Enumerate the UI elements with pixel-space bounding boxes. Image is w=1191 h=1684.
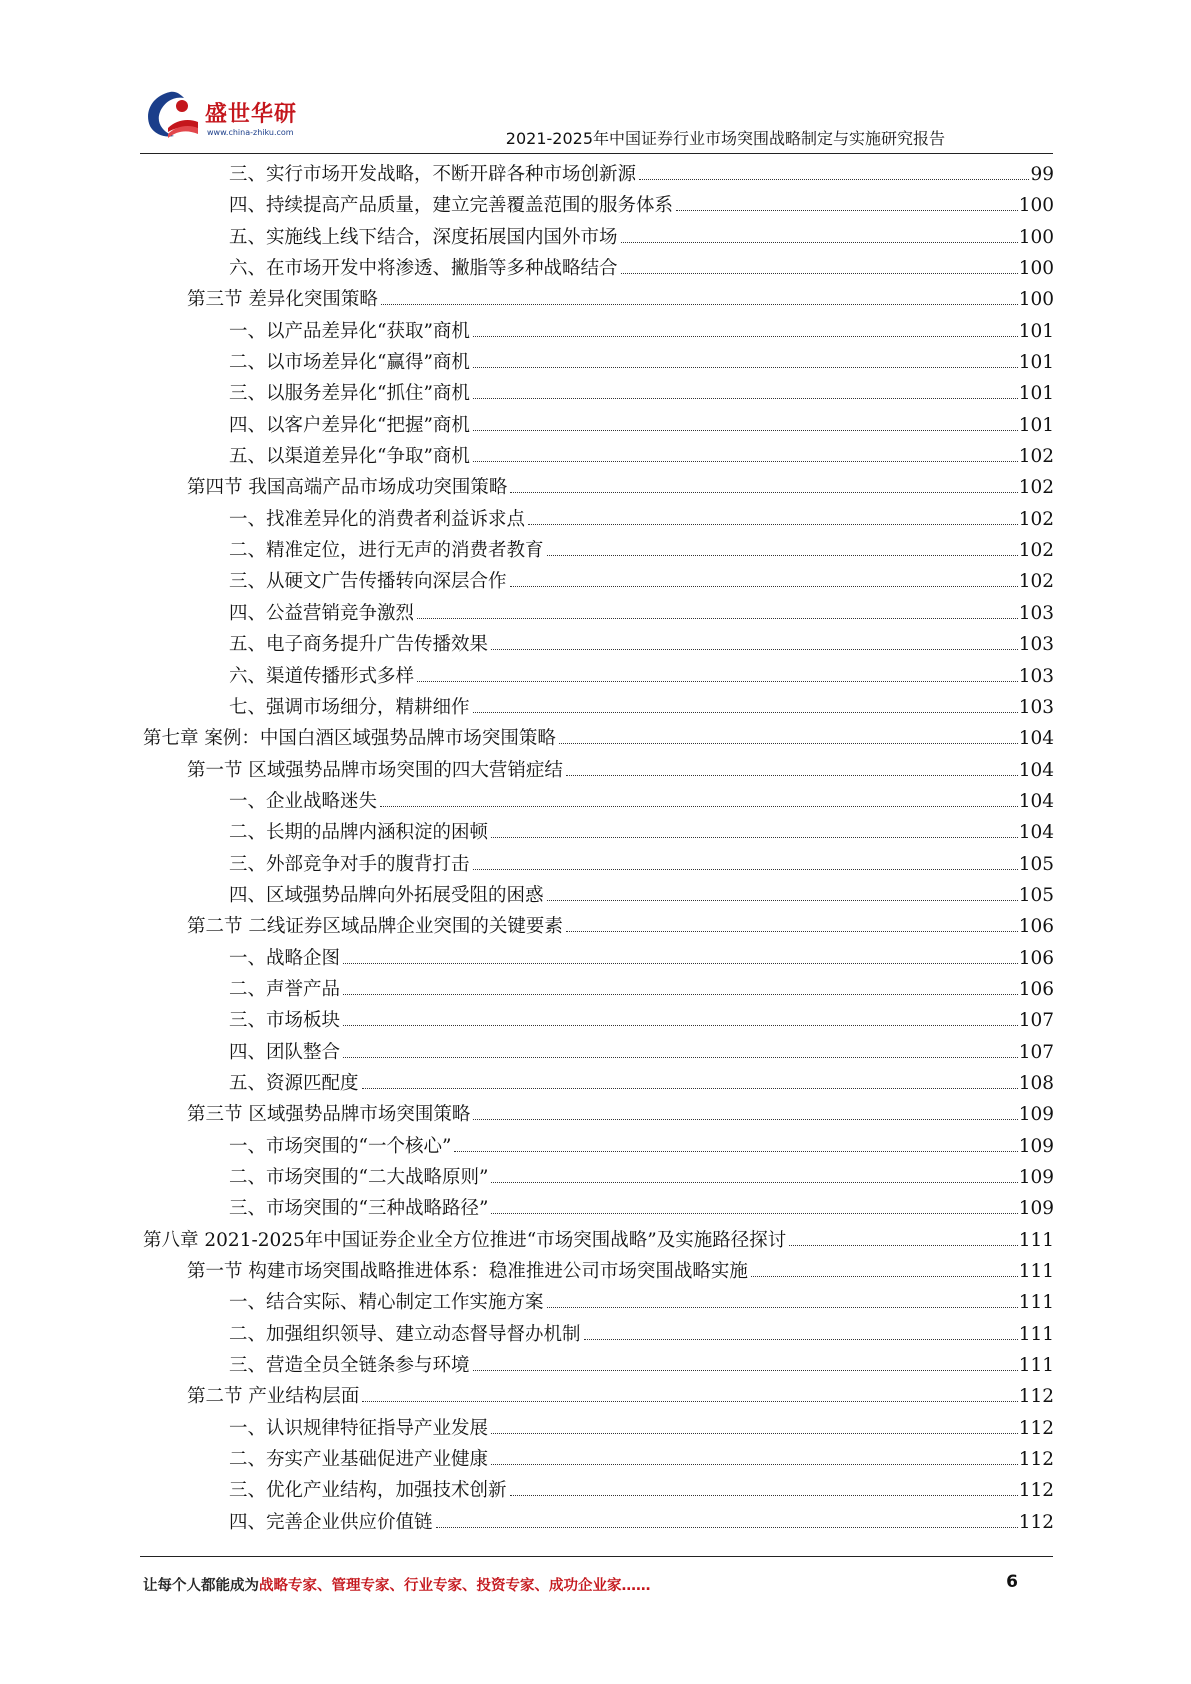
report-title: 2021-2025年中国证券行业市场突围战略制定与实施研究报告 xyxy=(505,129,945,148)
toc-entry[interactable] xyxy=(143,692,1054,723)
toc-entry[interactable] xyxy=(143,378,1054,409)
toc-dot-leader xyxy=(528,524,1018,525)
toc-dot-leader xyxy=(676,210,1018,211)
toc-entry-title: 三、以服务差异化“抓住”商机 xyxy=(229,383,470,405)
toc-entry[interactable] xyxy=(143,441,1054,472)
toc-entry-page: 109 xyxy=(1018,1135,1054,1157)
toc-dot-leader xyxy=(473,1119,1017,1120)
toc-dot-leader xyxy=(343,1057,1018,1058)
toc-dot-leader xyxy=(473,712,1018,713)
toc-dot-leader xyxy=(491,1464,1018,1465)
toc-entry[interactable] xyxy=(143,1381,1054,1412)
toc-entry[interactable] xyxy=(143,880,1054,911)
toc-entry-title: 四、以客户差异化“把握”商机 xyxy=(229,414,470,436)
toc-entry-title: 第二节 产业结构层面 xyxy=(187,1386,360,1408)
toc-entry-title: 三、从硬文广告传播转向深层合作 xyxy=(229,571,507,593)
toc-entry-title: 三、外部竞争对手的腹背打击 xyxy=(229,853,470,875)
toc-dot-leader xyxy=(436,1527,1018,1528)
toc-entry-title: 二、加强组织领导、建立动态督导督办机制 xyxy=(229,1323,581,1345)
toc-dot-leader xyxy=(510,1495,1018,1496)
toc-entry-title: 第七章 案例：中国白酒区域强势品牌市场突围策略 xyxy=(143,728,556,750)
toc-entry-title: 六、渠道传播形式多样 xyxy=(229,665,415,687)
toc-entry[interactable] xyxy=(143,629,1054,660)
toc-entry[interactable] xyxy=(143,1225,1054,1256)
toc-dot-leader xyxy=(621,273,1018,274)
toc-entry-title: 三、优化产业结构，加强技术创新 xyxy=(229,1480,507,1502)
toc-entry-title: 三、市场板块 xyxy=(229,1010,341,1032)
toc-dot-leader xyxy=(343,994,1018,995)
toc-entry-title: 第一节 构建市场突围战略推进体系：稳准推进公司市场突围战略实施 xyxy=(187,1261,748,1283)
toc-entry[interactable] xyxy=(143,1444,1054,1475)
toc-dot-leader xyxy=(621,242,1018,243)
toc-entry[interactable] xyxy=(143,1256,1054,1287)
toc-entry-page: 111 xyxy=(1018,1229,1054,1251)
toc-entry-title: 一、企业战略迷失 xyxy=(229,790,378,812)
toc-entry-title: 一、找准差异化的消费者利益诉求点 xyxy=(229,508,526,530)
toc-dot-leader xyxy=(491,1213,1017,1214)
toc-dot-leader xyxy=(380,806,1018,807)
toc-entry-page: 103 xyxy=(1018,634,1054,656)
toc-entry[interactable] xyxy=(143,347,1054,378)
toc-entry[interactable] xyxy=(143,911,1054,942)
toc-dot-leader xyxy=(559,743,1018,744)
toc-entry-title: 第四节 我国高端产品市场成功突围策略 xyxy=(187,477,508,499)
toc-entry-page: 100 xyxy=(1018,258,1054,280)
toc-entry-page: 105 xyxy=(1018,884,1054,906)
toc-entry-title: 一、市场突围的“一个核心” xyxy=(229,1135,452,1157)
toc-entry-page: 107 xyxy=(1018,1041,1054,1063)
toc-entry-page: 100 xyxy=(1018,195,1054,217)
toc-entry-title: 第二节 二线证券区域品牌企业突围的关键要素 xyxy=(187,916,563,938)
toc-entry[interactable] xyxy=(143,974,1054,1005)
toc-dot-leader xyxy=(381,304,1018,305)
logo-text: 盛世华研 xyxy=(205,102,298,127)
toc-entry[interactable] xyxy=(143,1287,1054,1318)
toc-entry-page: 102 xyxy=(1018,508,1054,530)
toc-entry-page: 101 xyxy=(1018,383,1054,405)
toc-entry[interactable] xyxy=(143,253,1054,284)
toc-entry-title: 一、战略企图 xyxy=(229,947,341,969)
toc-dot-leader xyxy=(454,1151,1017,1152)
header-divider xyxy=(140,153,1053,154)
toc-dot-leader xyxy=(566,931,1018,932)
toc-entry-page: 102 xyxy=(1018,571,1054,593)
toc-entry[interactable] xyxy=(143,943,1054,974)
toc-dot-leader xyxy=(473,461,1018,462)
toc-entry-title: 二、精准定位，进行无声的消费者教育 xyxy=(229,540,544,562)
toc-entry-page: 112 xyxy=(1018,1386,1054,1408)
toc-entry-title: 四、区域强势品牌向外拓展受阻的困惑 xyxy=(229,884,544,906)
toc-entry[interactable] xyxy=(143,817,1054,848)
toc-entry-title: 二、长期的品牌内涵积淀的困顿 xyxy=(229,822,489,844)
toc-entry-page: 104 xyxy=(1018,790,1054,812)
toc-dot-leader xyxy=(473,869,1018,870)
toc-entry-title: 五、电子商务提升广告传播效果 xyxy=(229,634,489,656)
toc-entry-title: 四、完善企业供应价值链 xyxy=(229,1511,433,1533)
toc-entry-title: 三、营造全员全链条参与环境 xyxy=(229,1355,470,1377)
toc-dot-leader xyxy=(473,336,1018,337)
toc-entry-page: 105 xyxy=(1018,853,1054,875)
toc-dot-leader xyxy=(473,1370,1018,1371)
toc-entry[interactable] xyxy=(143,410,1054,441)
toc-entry-title: 四、持续提高产品质量，建立完善覆盖范围的服务体系 xyxy=(229,195,674,217)
toc-entry-title: 第三节 区域强势品牌市场突围策略 xyxy=(187,1104,471,1126)
toc-entry[interactable] xyxy=(143,723,1054,754)
footer-slogan-highlight: 战略专家、管理专家、行业专家、投资专家、成功企业家…… xyxy=(259,1578,651,1594)
toc-entry[interactable] xyxy=(143,1162,1054,1193)
toc-entry-page: 103 xyxy=(1018,696,1054,718)
toc-entry[interactable] xyxy=(143,159,1054,190)
toc-entry[interactable] xyxy=(143,316,1054,347)
toc-entry-title: 第八章 2021-2025年中国证券企业全方位推进“市场突围战略”及实施路径探讨 xyxy=(143,1229,787,1251)
toc-entry-title: 二、夯实产业基础促进产业健康 xyxy=(229,1449,489,1471)
footer-slogan xyxy=(143,1574,651,1595)
toc-entry-page: 100 xyxy=(1018,226,1054,248)
toc-dot-leader xyxy=(510,492,1017,493)
toc-entry-page: 106 xyxy=(1018,947,1054,969)
toc-entry[interactable] xyxy=(143,1005,1054,1036)
toc-entry[interactable] xyxy=(143,786,1054,817)
toc-entry-page: 111 xyxy=(1018,1261,1054,1283)
toc-entry[interactable] xyxy=(143,1507,1054,1538)
toc-entry[interactable] xyxy=(143,1131,1054,1162)
toc-entry-page: 106 xyxy=(1018,978,1054,1000)
toc-dot-leader xyxy=(343,963,1018,964)
toc-dot-leader xyxy=(473,398,1018,399)
toc-entry-title: 一、以产品差异化“获取”商机 xyxy=(229,320,470,342)
footer-divider xyxy=(140,1556,1053,1557)
toc-entry-page: 109 xyxy=(1018,1104,1054,1126)
toc-entry[interactable] xyxy=(143,1350,1054,1381)
logo-url: www.china-zhiku.com xyxy=(207,128,294,137)
toc-entry-title: 七、强调市场细分，精耕细作 xyxy=(229,696,470,718)
toc-entry[interactable] xyxy=(143,1413,1054,1444)
toc-entry-title: 三、实行市场开发战略，不断开辟各种市场创新源 xyxy=(229,164,637,185)
toc-entry-page: 101 xyxy=(1018,320,1054,342)
toc-entry-page: 112 xyxy=(1018,1480,1054,1502)
page-number: 6 xyxy=(1006,1572,1018,1592)
toc-entry-page: 112 xyxy=(1018,1449,1054,1471)
toc-entry-page: 100 xyxy=(1018,289,1054,311)
toc-entry-title: 五、实施线上线下结合，深度拓展国内国外市场 xyxy=(229,226,618,248)
toc-entry-page: 107 xyxy=(1018,1010,1054,1032)
toc-entry[interactable] xyxy=(143,1193,1054,1224)
toc-entry-page: 112 xyxy=(1018,1417,1054,1439)
toc-entry-page: 102 xyxy=(1018,477,1054,499)
toc-entry-page: 109 xyxy=(1018,1167,1054,1188)
toc-entry[interactable] xyxy=(143,190,1054,221)
toc-entry-page: 101 xyxy=(1018,414,1054,436)
toc-entry-page: 103 xyxy=(1018,602,1054,624)
toc-dot-leader xyxy=(789,1245,1017,1246)
toc-entry-page: 108 xyxy=(1018,1072,1054,1094)
toc-entry-page: 101 xyxy=(1018,352,1054,374)
toc-dot-leader xyxy=(547,555,1018,556)
toc-dot-leader xyxy=(639,179,1029,180)
toc-entry-page: 103 xyxy=(1018,665,1054,687)
toc-entry[interactable] xyxy=(143,755,1054,786)
toc-entry-page: 102 xyxy=(1018,446,1054,468)
toc-entry-title: 五、资源匹配度 xyxy=(229,1072,359,1094)
toc-dot-leader xyxy=(751,1276,1018,1277)
toc-entry-page: 99 xyxy=(1030,164,1054,185)
toc-dot-leader xyxy=(491,837,1018,838)
toc-dot-leader xyxy=(343,1025,1018,1026)
toc-entry-title: 三、市场突围的“三种战略路径” xyxy=(229,1198,489,1220)
toc-entry-page: 102 xyxy=(1018,540,1054,562)
toc-entry-title: 二、以市场差异化“赢得”商机 xyxy=(229,352,470,374)
toc-dot-leader xyxy=(566,775,1018,776)
toc-dot-leader xyxy=(417,618,1018,619)
toc-dot-leader xyxy=(473,367,1018,368)
toc-entry[interactable] xyxy=(143,222,1054,253)
toc-entry[interactable] xyxy=(143,284,1054,315)
toc-entry[interactable] xyxy=(143,566,1054,597)
toc-entry-page: 104 xyxy=(1018,822,1054,844)
toc-entry-title: 二、声誉产品 xyxy=(229,978,341,1000)
toc-entry-page: 104 xyxy=(1018,728,1054,750)
toc-dot-leader xyxy=(491,1182,1017,1183)
toc-entry[interactable] xyxy=(143,1319,1054,1350)
toc-entry-title: 二、市场突围的“二大战略原则” xyxy=(229,1167,489,1188)
toc-entry[interactable] xyxy=(143,661,1054,692)
toc-entry[interactable] xyxy=(143,1099,1054,1130)
toc-entry-title: 四、团队整合 xyxy=(229,1041,341,1063)
toc-dot-leader xyxy=(473,430,1018,431)
toc-dot-leader xyxy=(491,1433,1018,1434)
toc-entry-page: 111 xyxy=(1018,1355,1054,1377)
toc-entry[interactable] xyxy=(143,1037,1054,1068)
toc-entry-page: 104 xyxy=(1018,759,1054,781)
toc-entry-title: 第一节 区域强势品牌市场突围的四大营销症结 xyxy=(187,759,563,781)
toc-entry[interactable] xyxy=(143,598,1054,629)
toc-entry-title: 六、在市场开发中将渗透、撇脂等多种战略结合 xyxy=(229,258,618,280)
toc-entry-title: 一、结合实际、精心制定工作实施方案 xyxy=(229,1292,544,1314)
table-of-contents xyxy=(143,159,1054,1538)
toc-entry-page: 106 xyxy=(1018,916,1054,938)
toc-entry[interactable] xyxy=(143,535,1054,566)
toc-entry-page: 109 xyxy=(1018,1198,1054,1220)
toc-entry[interactable] xyxy=(143,504,1054,535)
toc-dot-leader xyxy=(491,649,1018,650)
toc-entry-page: 112 xyxy=(1018,1511,1054,1533)
toc-entry[interactable] xyxy=(143,1475,1054,1506)
toc-dot-leader xyxy=(362,1088,1018,1089)
toc-entry-title: 五、以渠道差异化“争取”商机 xyxy=(229,446,470,468)
toc-dot-leader xyxy=(584,1339,1018,1340)
page-header xyxy=(0,0,1191,155)
toc-entry-page: 111 xyxy=(1018,1323,1054,1345)
toc-dot-leader xyxy=(547,1307,1018,1308)
toc-entry[interactable] xyxy=(143,472,1054,503)
toc-entry[interactable] xyxy=(143,1068,1054,1099)
footer-slogan-lead: 让每个人都能成为 xyxy=(143,1578,259,1594)
toc-dot-leader xyxy=(547,900,1018,901)
toc-entry-page: 111 xyxy=(1018,1292,1054,1314)
toc-entry-title: 一、认识规律特征指导产业发展 xyxy=(229,1417,489,1439)
toc-entry-title: 第三节 差异化突围策略 xyxy=(187,289,378,311)
toc-entry[interactable] xyxy=(143,849,1054,880)
toc-dot-leader xyxy=(417,681,1018,682)
toc-dot-leader xyxy=(510,586,1018,587)
toc-entry-title: 四、公益营销竞争激烈 xyxy=(229,602,415,624)
toc-dot-leader xyxy=(362,1401,1017,1402)
